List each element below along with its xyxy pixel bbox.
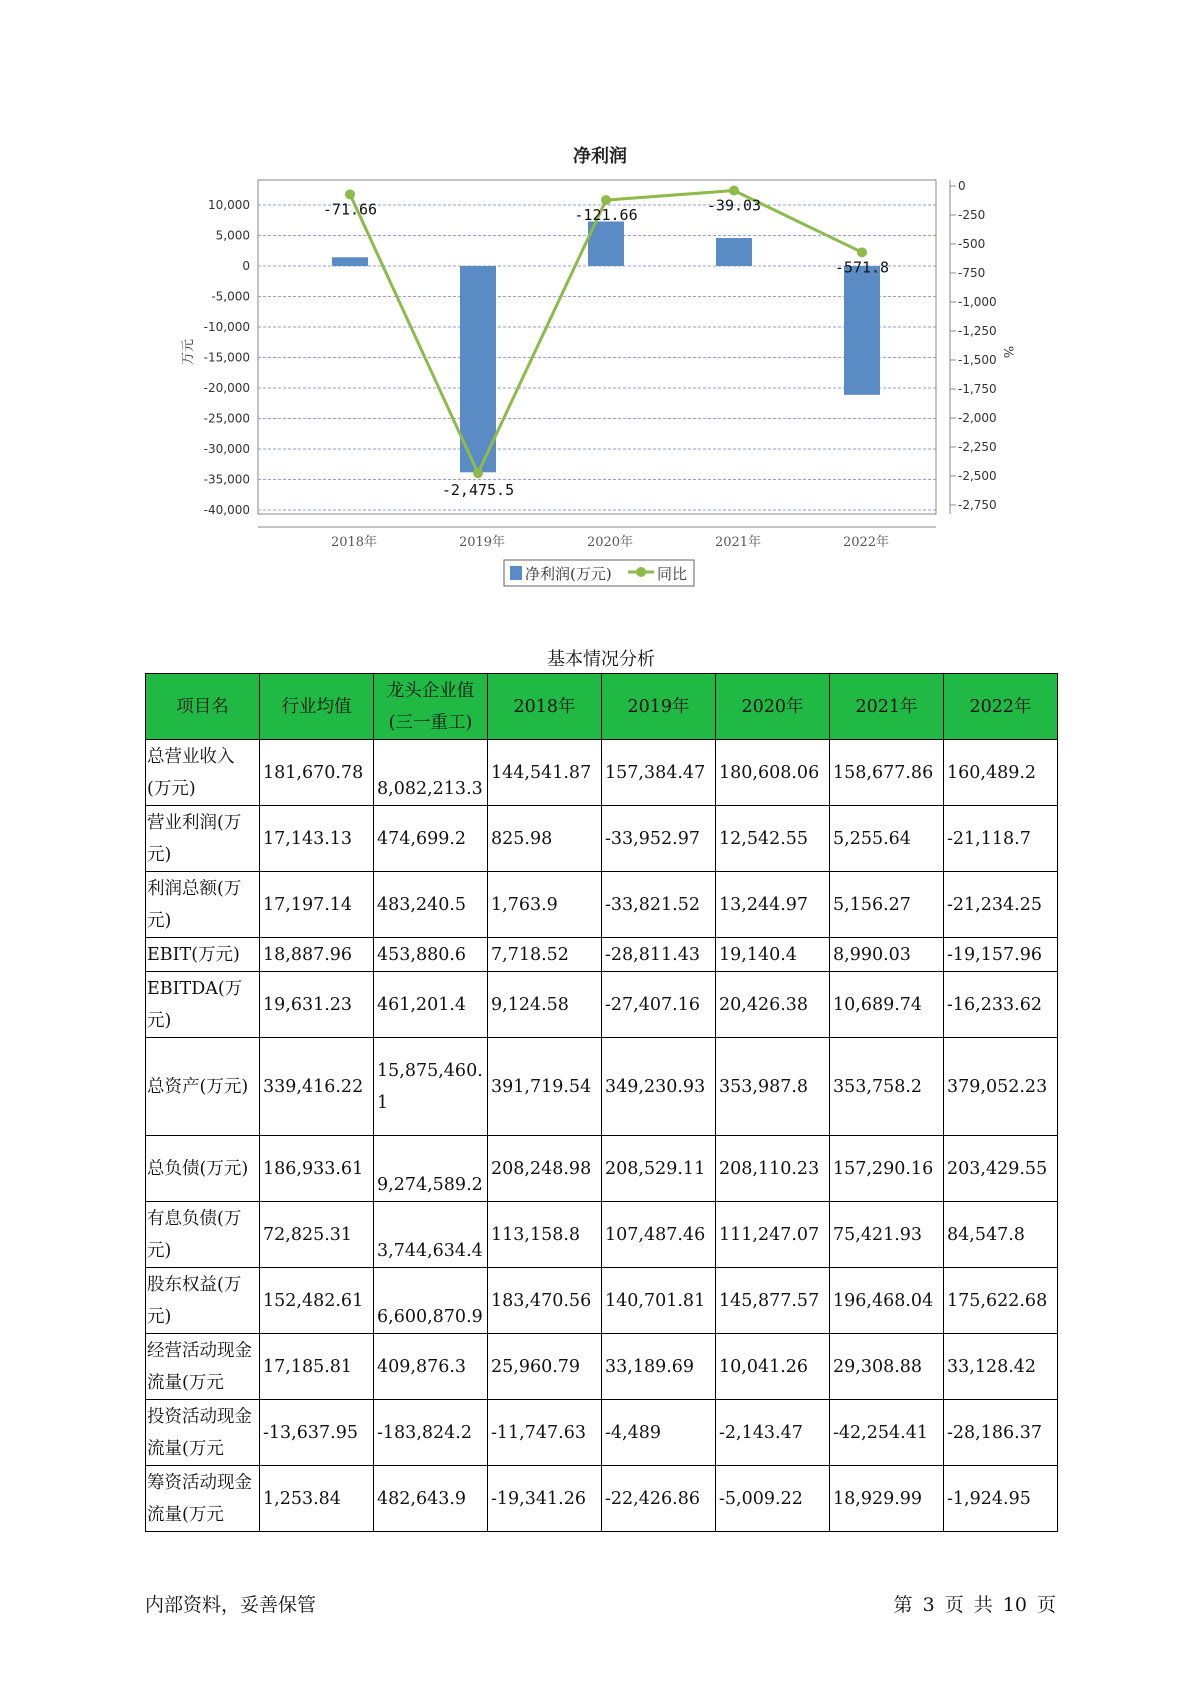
y2-tick-label: 0 bbox=[958, 179, 966, 193]
table-cell: 6,600,870.9 bbox=[374, 1268, 488, 1334]
table-cell: 157,290.16 bbox=[830, 1136, 944, 1202]
table-cell: -19,341.26 bbox=[488, 1466, 602, 1532]
table-row bbox=[146, 1268, 1058, 1334]
x-tick-label: 2021年 bbox=[714, 535, 762, 550]
table-cell: 33,128.42 bbox=[944, 1334, 1058, 1400]
y-tick-label: -35,000 bbox=[203, 472, 250, 487]
table-cell: 353,987.8 bbox=[716, 1038, 830, 1136]
row-label: 股东权益(万元) bbox=[146, 1268, 260, 1334]
table-cell: -11,747.63 bbox=[488, 1400, 602, 1466]
table-cell: 157,384.47 bbox=[602, 740, 716, 806]
table-row bbox=[146, 740, 1058, 806]
table-cell: 19,140.4 bbox=[716, 938, 830, 972]
table-row bbox=[146, 1202, 1058, 1268]
table-row bbox=[146, 1334, 1058, 1400]
left-axis-ticks bbox=[204, 198, 250, 517]
header-item-name: 项目名 bbox=[146, 674, 260, 740]
y-tick-label: -40,000 bbox=[203, 503, 250, 517]
table-cell: 160,489.2 bbox=[944, 740, 1058, 806]
table-header-row bbox=[146, 674, 1058, 740]
table-cell: 10,041.26 bbox=[716, 1334, 830, 1400]
table-cell: 8,082,213.3 bbox=[374, 740, 488, 806]
row-label: 总负债(万元) bbox=[146, 1136, 260, 1202]
row-label: 总资产(万元) bbox=[146, 1038, 260, 1136]
table-cell: -42,254.41 bbox=[830, 1400, 944, 1466]
table-cell: 8,990.03 bbox=[830, 938, 944, 972]
table-cell: 391,719.54 bbox=[488, 1038, 602, 1136]
table-cell: 474,699.2 bbox=[374, 806, 488, 872]
table-cell: 7,718.52 bbox=[488, 938, 602, 972]
legend-item-net-profit: 净利润(万元) bbox=[525, 565, 612, 583]
y-axis-label: 万元 bbox=[181, 338, 196, 366]
table-cell: 181,670.78 bbox=[260, 740, 374, 806]
yoy-data-label: -39.03 bbox=[706, 196, 762, 215]
header-leader-value: 龙头企业值(三一重工) bbox=[374, 674, 488, 740]
table-cell: 3,744,634.4 bbox=[374, 1202, 488, 1268]
table-cell: 461,201.4 bbox=[374, 972, 488, 1038]
table-cell: -2,143.47 bbox=[716, 1400, 830, 1466]
y2-tick-label: -750 bbox=[958, 266, 986, 280]
table-cell: 17,143.13 bbox=[260, 806, 374, 872]
table-cell: -33,821.52 bbox=[602, 872, 716, 938]
table-cell: 10,689.74 bbox=[830, 972, 944, 1038]
y-tick-label: 0 bbox=[242, 259, 250, 273]
yoy-data-label: -2,475.5 bbox=[441, 481, 515, 500]
table-cell: 482,643.9 bbox=[374, 1466, 488, 1532]
x-axis-ticks bbox=[258, 527, 936, 550]
y2-axis-label: % bbox=[1000, 345, 1015, 359]
table-cell: 75,421.93 bbox=[830, 1202, 944, 1268]
yoy-data-label: -71.66 bbox=[322, 200, 378, 219]
table-cell: 17,185.81 bbox=[260, 1334, 374, 1400]
table-cell: 379,052.23 bbox=[944, 1038, 1058, 1136]
y-tick-label: 5,000 bbox=[215, 228, 250, 243]
table-cell: -28,811.43 bbox=[602, 938, 716, 972]
row-label: 有息负债(万元) bbox=[146, 1202, 260, 1268]
table-cell: 72,825.31 bbox=[260, 1202, 374, 1268]
yoy-data-label: -121.66 bbox=[574, 206, 638, 225]
table-caption: 基本情况分析 bbox=[547, 649, 655, 670]
row-label: EBIT(万元) bbox=[146, 938, 260, 972]
header-2018: 2018年 bbox=[488, 674, 602, 740]
table-cell: 186,933.61 bbox=[260, 1136, 374, 1202]
y-tick-label: -5,000 bbox=[211, 289, 250, 304]
table-cell: 33,189.69 bbox=[602, 1334, 716, 1400]
x-tick-label: 2019年 bbox=[458, 535, 506, 550]
table-cell: -13,637.95 bbox=[260, 1400, 374, 1466]
table-cell: -21,234.25 bbox=[944, 872, 1058, 938]
yoy-point bbox=[729, 186, 739, 196]
table-cell: -22,426.86 bbox=[602, 1466, 716, 1532]
table-cell: -16,233.62 bbox=[944, 972, 1058, 1038]
table-cell: 13,244.97 bbox=[716, 872, 830, 938]
yoy-point bbox=[857, 247, 867, 257]
table-cell: 12,542.55 bbox=[716, 806, 830, 872]
y2-tick-label: -2,750 bbox=[958, 498, 997, 512]
y-tick-label: -15,000 bbox=[203, 350, 250, 365]
table-cell: 9,124.58 bbox=[488, 972, 602, 1038]
table-cell: 208,248.98 bbox=[488, 1136, 602, 1202]
table-cell: -33,952.97 bbox=[602, 806, 716, 872]
legend-bar-swatch bbox=[510, 566, 522, 580]
net-profit-chart bbox=[0, 0, 1191, 640]
table-cell: -5,009.22 bbox=[716, 1466, 830, 1532]
row-label: 总营业收入(万元) bbox=[146, 740, 260, 806]
table-row bbox=[146, 872, 1058, 938]
yoy-point bbox=[601, 195, 611, 205]
table-row bbox=[146, 1466, 1058, 1532]
table-row bbox=[146, 1136, 1058, 1202]
net-profit-bar bbox=[844, 266, 880, 395]
table-cell: 208,110.23 bbox=[716, 1136, 830, 1202]
table-cell: 180,608.06 bbox=[716, 740, 830, 806]
table-row bbox=[146, 1400, 1058, 1466]
x-tick-label: 2022年 bbox=[842, 535, 890, 550]
table-cell: -21,118.7 bbox=[944, 806, 1058, 872]
table-cell: 483,240.5 bbox=[374, 872, 488, 938]
table-cell: 5,255.64 bbox=[830, 806, 944, 872]
table-cell: 111,247.07 bbox=[716, 1202, 830, 1268]
y2-tick-label: -1,750 bbox=[958, 382, 997, 396]
table-cell: -183,824.2 bbox=[374, 1400, 488, 1466]
y2-tick-label: -500 bbox=[958, 237, 986, 251]
table-cell: 145,877.57 bbox=[716, 1268, 830, 1334]
y-tick-label: -20,000 bbox=[203, 381, 250, 395]
table-cell: 1,763.9 bbox=[488, 872, 602, 938]
table-cell: 208,529.11 bbox=[602, 1136, 716, 1202]
table-cell: 84,547.8 bbox=[944, 1202, 1058, 1268]
yoy-point bbox=[473, 468, 483, 478]
net-profit-bar bbox=[716, 238, 752, 266]
table-cell: 196,468.04 bbox=[830, 1268, 944, 1334]
table-cell: 29,308.88 bbox=[830, 1334, 944, 1400]
table-cell: 203,429.55 bbox=[944, 1136, 1058, 1202]
row-label: 经营活动现金流量(万元 bbox=[146, 1334, 260, 1400]
table-cell: 15,875,460.1 bbox=[374, 1038, 488, 1136]
table-cell: 353,758.2 bbox=[830, 1038, 944, 1136]
row-label: 筹资活动现金流量(万元 bbox=[146, 1466, 260, 1532]
table-cell: 158,677.86 bbox=[830, 740, 944, 806]
header-2021: 2021年 bbox=[830, 674, 944, 740]
table-cell: 18,887.96 bbox=[260, 938, 374, 972]
header-2022: 2022年 bbox=[944, 674, 1058, 740]
y2-tick-label: -250 bbox=[958, 208, 986, 222]
y-tick-label: -10,000 bbox=[203, 320, 250, 334]
row-label: EBITDA(万元) bbox=[146, 972, 260, 1038]
footer-confidential: 内部资料，妥善保管 bbox=[145, 1594, 317, 1616]
x-tick-label: 2020年 bbox=[586, 535, 634, 550]
table-cell: 25,960.79 bbox=[488, 1334, 602, 1400]
yoy-data-label: -571.8 bbox=[834, 258, 890, 277]
basic-analysis-table bbox=[145, 673, 1058, 1532]
right-axis-ticks bbox=[950, 179, 997, 512]
table-cell: -19,157.96 bbox=[944, 938, 1058, 972]
table-cell: 183,470.56 bbox=[488, 1268, 602, 1334]
x-tick-label: 2018年 bbox=[330, 535, 378, 550]
table-row bbox=[146, 1038, 1058, 1136]
y2-tick-label: -1,000 bbox=[958, 295, 997, 309]
table-cell: 20,426.38 bbox=[716, 972, 830, 1038]
table-cell: 1,253.84 bbox=[260, 1466, 374, 1532]
header-industry-avg: 行业均值 bbox=[260, 674, 374, 740]
table-cell: 152,482.61 bbox=[260, 1268, 374, 1334]
row-label: 利润总额(万元) bbox=[146, 872, 260, 938]
table-cell: 144,541.87 bbox=[488, 740, 602, 806]
yoy-point bbox=[345, 189, 355, 199]
legend-item-yoy: 同比 bbox=[657, 565, 688, 583]
table-cell: -1,924.95 bbox=[944, 1466, 1058, 1532]
table-cell: -28,186.37 bbox=[944, 1400, 1058, 1466]
table-cell: 17,197.14 bbox=[260, 872, 374, 938]
table-cell: 140,701.81 bbox=[602, 1268, 716, 1334]
y2-tick-label: -1,500 bbox=[958, 353, 997, 367]
y-tick-label: 10,000 bbox=[208, 198, 250, 212]
row-label: 投资活动现金流量(万元 bbox=[146, 1400, 260, 1466]
table-cell: 825.98 bbox=[488, 806, 602, 872]
table-cell: 339,416.22 bbox=[260, 1038, 374, 1136]
y2-tick-label: -2,500 bbox=[958, 469, 997, 483]
table-row bbox=[146, 938, 1058, 972]
net-profit-bar bbox=[460, 266, 496, 472]
table-cell: 175,622.68 bbox=[944, 1268, 1058, 1334]
chart-title: 净利润 bbox=[573, 146, 627, 167]
y-tick-label: -25,000 bbox=[203, 411, 250, 426]
table-row bbox=[146, 972, 1058, 1038]
row-label: 营业利润(万元) bbox=[146, 806, 260, 872]
table-cell: 107,487.46 bbox=[602, 1202, 716, 1268]
table-cell: 18,929.99 bbox=[830, 1466, 944, 1532]
y-tick-label: -30,000 bbox=[203, 442, 250, 456]
legend-line-marker bbox=[636, 567, 646, 577]
header-2019: 2019年 bbox=[602, 674, 716, 740]
table-row bbox=[146, 806, 1058, 872]
table-cell: 409,876.3 bbox=[374, 1334, 488, 1400]
table-cell: 9,274,589.2 bbox=[374, 1136, 488, 1202]
net-profit-bar bbox=[332, 257, 368, 266]
footer-page-number: 第 3 页 共 10 页 bbox=[893, 1594, 1056, 1616]
table-cell: -27,407.16 bbox=[602, 972, 716, 1038]
table-cell: 5,156.27 bbox=[830, 872, 944, 938]
table-cell: 113,158.8 bbox=[488, 1202, 602, 1268]
header-2020: 2020年 bbox=[716, 674, 830, 740]
y2-tick-label: -2,250 bbox=[958, 440, 997, 454]
table-cell: 19,631.23 bbox=[260, 972, 374, 1038]
y2-tick-label: -2,000 bbox=[958, 411, 997, 425]
table-cell: -4,489 bbox=[602, 1400, 716, 1466]
y2-tick-label: -1,250 bbox=[958, 324, 997, 338]
table-cell: 453,880.6 bbox=[374, 938, 488, 972]
legend bbox=[504, 560, 694, 586]
table-cell: 349,230.93 bbox=[602, 1038, 716, 1136]
